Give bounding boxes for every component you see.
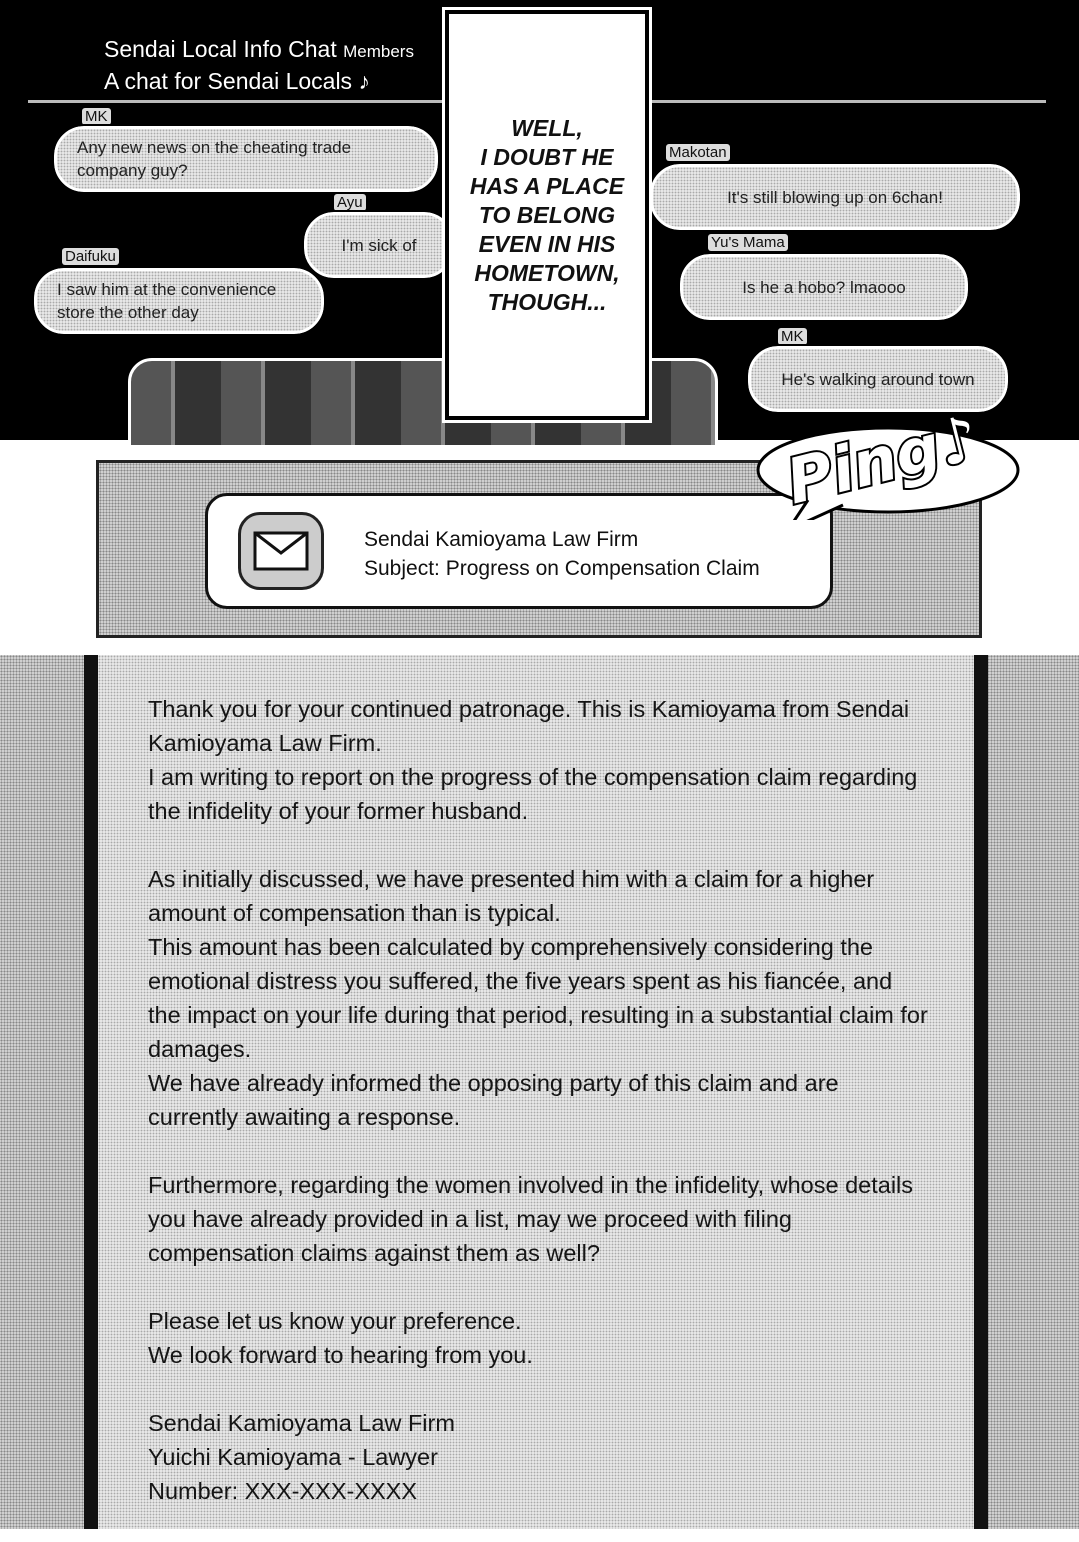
mail-notification[interactable] [205, 493, 833, 609]
chat-message: Any new news on the cheating trade company guy? [54, 126, 438, 192]
nick: Yu's Mama [708, 234, 788, 251]
chat-title: Sendai Local Info Chat Members [104, 36, 414, 62]
email-body [148, 692, 928, 1542]
nick: MK [778, 328, 807, 345]
nick: Ayu [334, 194, 366, 211]
nick: MK [82, 108, 111, 125]
nick: Daifuku [62, 248, 119, 265]
email-paragraph: As initially discussed, we have presented him with a claim for a higher amount of compensation than is typical. This amount has been calculated by comprehensively considering the emotional distress you suffered, the five years spent as his fiancée, and the impact on your life during that period, resulting in a substantial claim for damages. We have already informed the opposing party of this claim and are currently awaiting a response. [148, 866, 928, 1130]
chat-message: It's still blowing up on 6chan! [650, 164, 1020, 230]
chat-message: I'm sick of [304, 212, 454, 278]
chat-subtitle: A chat for Sendai Locals ♪ [104, 68, 370, 94]
chat-message: I saw him at the convenience store the other day [34, 268, 324, 334]
chat-message: Is he a hobo? lmaooo [680, 254, 968, 320]
notification-sender: Sendai Kamioyama Law Firm [364, 528, 639, 551]
nick: Makotan [666, 144, 730, 161]
ping-sfx [748, 380, 1038, 520]
email-paragraph: Please let us know your preference. We look forward to hearing from you. [148, 1308, 533, 1368]
chat-message: He's walking around town [748, 346, 1008, 412]
email-paragraph: Thank you for your continued patronage. This is Kamioyama from Sendai Kamioyama Law Firm. I am writing to report on the progress of the compensation claim regarding the infidelity of your former husband. [148, 696, 918, 824]
envelope-icon [238, 512, 324, 590]
email-signature: Sendai Kamioyama Law Firm Yuichi Kamioyama - Lawyer Number: XXX-XXX-XXXX [148, 1410, 455, 1504]
email-paragraph: Furthermore, regarding the women involved in the infidelity, whose details you have already provided in a list, may we proceed with filing compensation claims against them as well? [148, 1172, 914, 1266]
notification-subject: Subject: Progress on Compensation Claim [364, 557, 760, 580]
narration-box: WELL, I DOUBT HE HAS A PLACE TO BELONG EVEN IN HIS HOMETOWN, THOUGH... [445, 10, 649, 420]
ping-text: Ping♪ [779, 400, 987, 519]
